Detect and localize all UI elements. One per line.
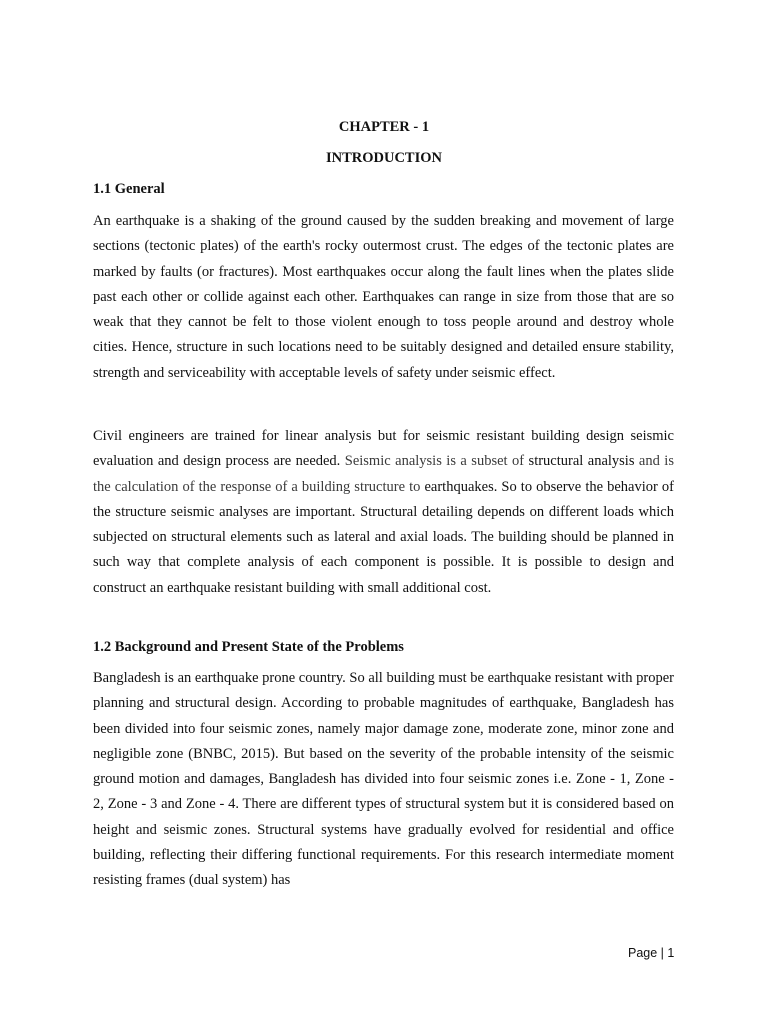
section-heading-general: 1.1 General xyxy=(93,181,165,197)
paragraph-general-2-part1: Civil engineers are trained for linear analysis but for seismic resistant building design seismic evaluation and design process are needed. xyxy=(93,428,674,470)
section-heading-background: 1.2 Background and Present State of the Problems xyxy=(93,639,404,655)
paragraph-general-2-part5: earthquakes. So to observe the behavior of the structure seismic analyses are important. Structural detailing depends on different loads which subjected on structural elements such as lateral and axial loads. The building should be planned in such way that complete analysis of each component is possible. It is possible to design and construct an earthquake resistant building with small additional cost. xyxy=(93,478,674,596)
chapter-label: CHAPTER - 1 xyxy=(338,119,430,135)
paragraph-general-2-part4: and is the calculation of the response of a building structure to xyxy=(93,453,674,495)
chapter-title: INTRODUCTION xyxy=(325,150,442,166)
paragraph-background-1: Bangladesh is an earthquake prone country. So all building must be earthquake resistant with proper planning and structural design. According to probable magnitudes of earthquake, Bangladesh has been divided into four seismic zones, namely major damage zone, moderate zone, minor zone and negligible zone (BNBC, 2015). But based on the severity of the probable intensity of the seismic ground motion and damages, Bangladesh has divided into four seismic zones i.e. Zone - 1, Zone - 2, Zone - 3 and Zone - 4. There are different types of structural system but it is considered based on height and seismic zones. Structural systems have gradually evolved for residential and office building, reflecting their differing functional requirements. For this research intermediate moment resisting frames (dual system) has xyxy=(93,670,674,889)
paragraph-general-1: An earthquake is a shaking of the ground caused by the sudden breaking and movement of large sections (tectonic plates) of the earth's rocky outermost crust. The edges of the tectonic plates are marked by faults (or fractures). Most earthquakes occur along the fault lines when the plates slide past each other or collide against each other. Earthquakes can range in size from those that are so weak that they cannot be felt to those violent enough to toss people around and destroy whole cities. Hence, structure in such locations need to be suitably designed and detailed ensure stability, strength and serviceability with acceptable levels of safety under seismic effect. xyxy=(93,213,674,381)
paragraph-general-2-part2: Seismic analysis is a subset of xyxy=(344,453,525,470)
page-number: Page | 1 xyxy=(628,946,675,960)
paragraph-general-2 xyxy=(93,424,674,601)
paragraph-general-2-part3: structural analysis xyxy=(524,453,635,470)
